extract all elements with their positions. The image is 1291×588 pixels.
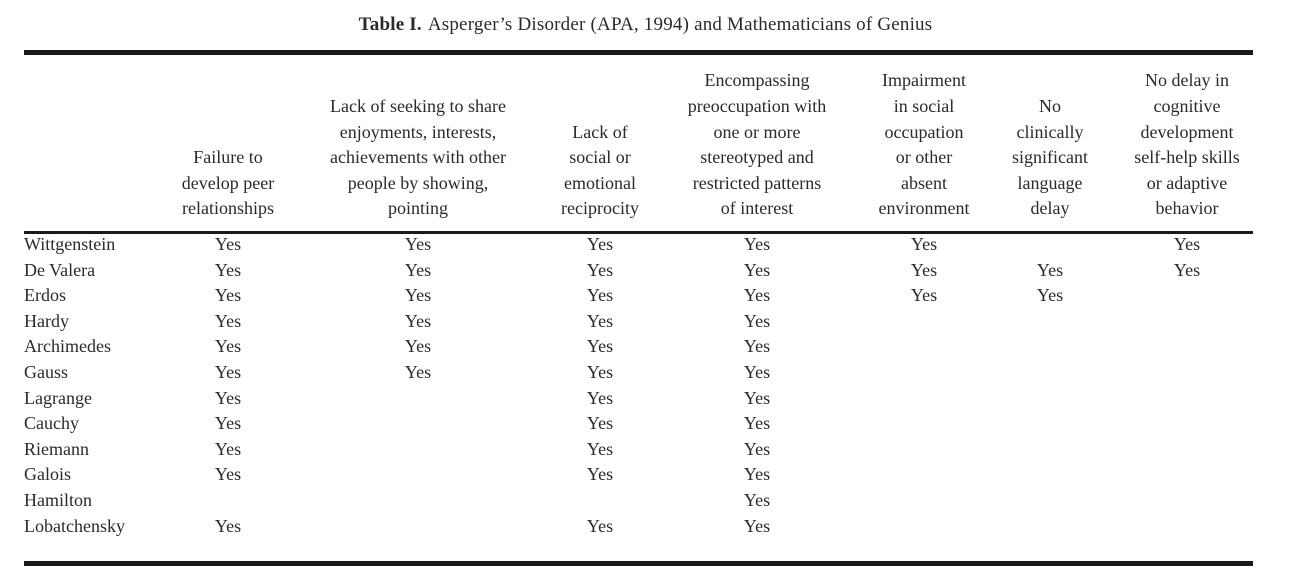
table-cell: Yes	[586, 387, 614, 408]
column-header-line: one or more	[713, 121, 801, 142]
table-cell: Yes	[214, 413, 242, 434]
table-cell: Yes	[404, 310, 432, 331]
table-cell: Yes	[743, 387, 771, 408]
table-row	[0, 308, 1291, 334]
table-cell: Yes	[910, 285, 938, 306]
column-header-line: language	[1017, 172, 1083, 193]
table-cell: Yes	[586, 259, 614, 280]
column-header-line: social or	[569, 147, 631, 168]
table-cell: Yes	[586, 285, 614, 306]
column-header-line: cognitive	[1153, 96, 1221, 117]
column-header-line: preoccupation with	[687, 96, 827, 117]
row-name: Erdos	[24, 285, 66, 306]
table-row	[0, 461, 1291, 487]
table-row	[0, 410, 1291, 436]
column-header-line: people by showing,	[347, 172, 489, 193]
table-cell: Yes	[586, 310, 614, 331]
table-cell: Yes	[743, 464, 771, 485]
table-cell: Yes	[743, 515, 771, 536]
table-cell: Yes	[214, 387, 242, 408]
top-rule	[24, 50, 1253, 55]
table-cell: Yes	[743, 285, 771, 306]
table-caption-label: Table I.	[358, 14, 422, 35]
table-cell: Yes	[586, 413, 614, 434]
table-row	[0, 385, 1291, 411]
column-header-line: enjoyments, interests,	[339, 121, 497, 142]
table-cell: Yes	[743, 438, 771, 459]
column-header-line: stereotyped and	[700, 147, 814, 168]
column-header-line: No	[1039, 96, 1061, 117]
column-header-7	[1112, 66, 1262, 222]
row-name: Wittgenstein	[24, 234, 116, 254]
column-header-line: Lack of seeking to share	[330, 96, 506, 117]
table-cell: Yes	[586, 362, 614, 382]
column-header-line: clinically	[1016, 121, 1084, 142]
column-header-line: absent	[901, 172, 947, 193]
row-name: Cauchy	[24, 413, 79, 434]
table-cell: Yes	[743, 310, 771, 331]
column-header-line: restricted patterns	[692, 172, 822, 193]
table-cell: Yes	[214, 362, 242, 382]
table-cell: Yes	[743, 259, 771, 280]
table-row	[0, 257, 1291, 283]
table-cell: Yes	[1036, 259, 1064, 280]
column-header-4	[662, 66, 852, 222]
row-name: Gauss	[24, 362, 68, 382]
column-header-line: or other	[895, 147, 953, 168]
table-row	[0, 333, 1291, 359]
column-header-line: Encompassing	[704, 70, 810, 91]
row-name: Lobatchensky	[24, 515, 125, 536]
table-cell: Yes	[743, 413, 771, 434]
table-cell: Yes	[743, 490, 771, 510]
column-header-line: in social	[893, 96, 955, 117]
table-cell: Yes	[586, 515, 614, 536]
table-cell: Yes	[1173, 234, 1201, 254]
column-header-line: emotional	[564, 172, 636, 193]
row-name: Hamilton	[24, 490, 92, 510]
table-cell: Yes	[214, 285, 242, 306]
table-row	[0, 231, 1291, 257]
table-row	[0, 487, 1291, 513]
table-cell: Yes	[214, 310, 242, 331]
table-cell: Yes	[214, 336, 242, 357]
row-name: Galois	[24, 464, 71, 485]
column-header-3	[545, 66, 655, 222]
table-cell: Yes	[214, 438, 242, 459]
table-cell: Yes	[586, 234, 614, 254]
table-cell: Yes	[586, 336, 614, 357]
bottom-rule	[24, 561, 1253, 566]
table-cell: Yes	[214, 259, 242, 280]
row-name: Hardy	[24, 310, 69, 331]
row-name: Lagrange	[24, 387, 92, 408]
table-row	[0, 436, 1291, 462]
row-name: Archimedes	[24, 336, 111, 357]
table-cell: Yes	[1173, 259, 1201, 280]
column-header-line: of interest	[720, 198, 794, 219]
table-cell: Yes	[214, 234, 242, 254]
table-cell: Yes	[214, 464, 242, 485]
table-cell: Yes	[910, 234, 938, 254]
table-cell: Yes	[910, 259, 938, 280]
table-row	[0, 359, 1291, 385]
table-cell: Yes	[586, 464, 614, 485]
column-header-line: Impairment	[882, 70, 966, 91]
table-cell: Yes	[743, 234, 771, 254]
column-header-1	[163, 66, 293, 222]
column-header-line: reciprocity	[561, 198, 639, 219]
column-header-6	[995, 66, 1105, 222]
table-row	[0, 282, 1291, 308]
column-header-line: Failure to	[193, 147, 263, 168]
column-header-line: achievements with other	[330, 147, 506, 168]
column-header-line: develop peer	[181, 172, 275, 193]
table-cell: Yes	[404, 259, 432, 280]
column-header-line: Lack of	[572, 121, 628, 142]
table-cell: Yes	[743, 336, 771, 357]
row-name: Riemann	[24, 438, 89, 459]
column-header-line: relationships	[182, 198, 274, 219]
table-cell: Yes	[404, 234, 432, 254]
table-cell: Yes	[404, 285, 432, 306]
column-header-line: self-help skills	[1134, 147, 1240, 168]
column-header-line: behavior	[1155, 198, 1219, 219]
table-caption	[0, 14, 1291, 36]
table-cell: Yes	[214, 515, 242, 536]
row-name: De Valera	[24, 259, 96, 280]
column-header-line: pointing	[387, 198, 448, 219]
column-header-2	[303, 66, 533, 222]
column-header-5	[859, 66, 989, 222]
column-header-line: development	[1140, 121, 1234, 142]
column-header-line: No delay in	[1145, 70, 1229, 91]
table-cell: Yes	[1036, 285, 1064, 306]
column-header-line: occupation	[884, 121, 964, 142]
column-header-line: environment	[878, 198, 970, 219]
column-header-line: or adaptive	[1146, 172, 1228, 193]
table-row	[0, 513, 1291, 539]
table-caption-title: Asperger’s Disorder (APA, 1994) and Mathematicians of Genius	[427, 14, 933, 35]
column-header-line: delay	[1030, 198, 1070, 219]
column-header-line: significant	[1012, 147, 1088, 168]
table-cell: Yes	[743, 362, 771, 382]
table-cell: Yes	[404, 362, 432, 382]
table-cell: Yes	[404, 336, 432, 357]
table-cell: Yes	[586, 438, 614, 459]
